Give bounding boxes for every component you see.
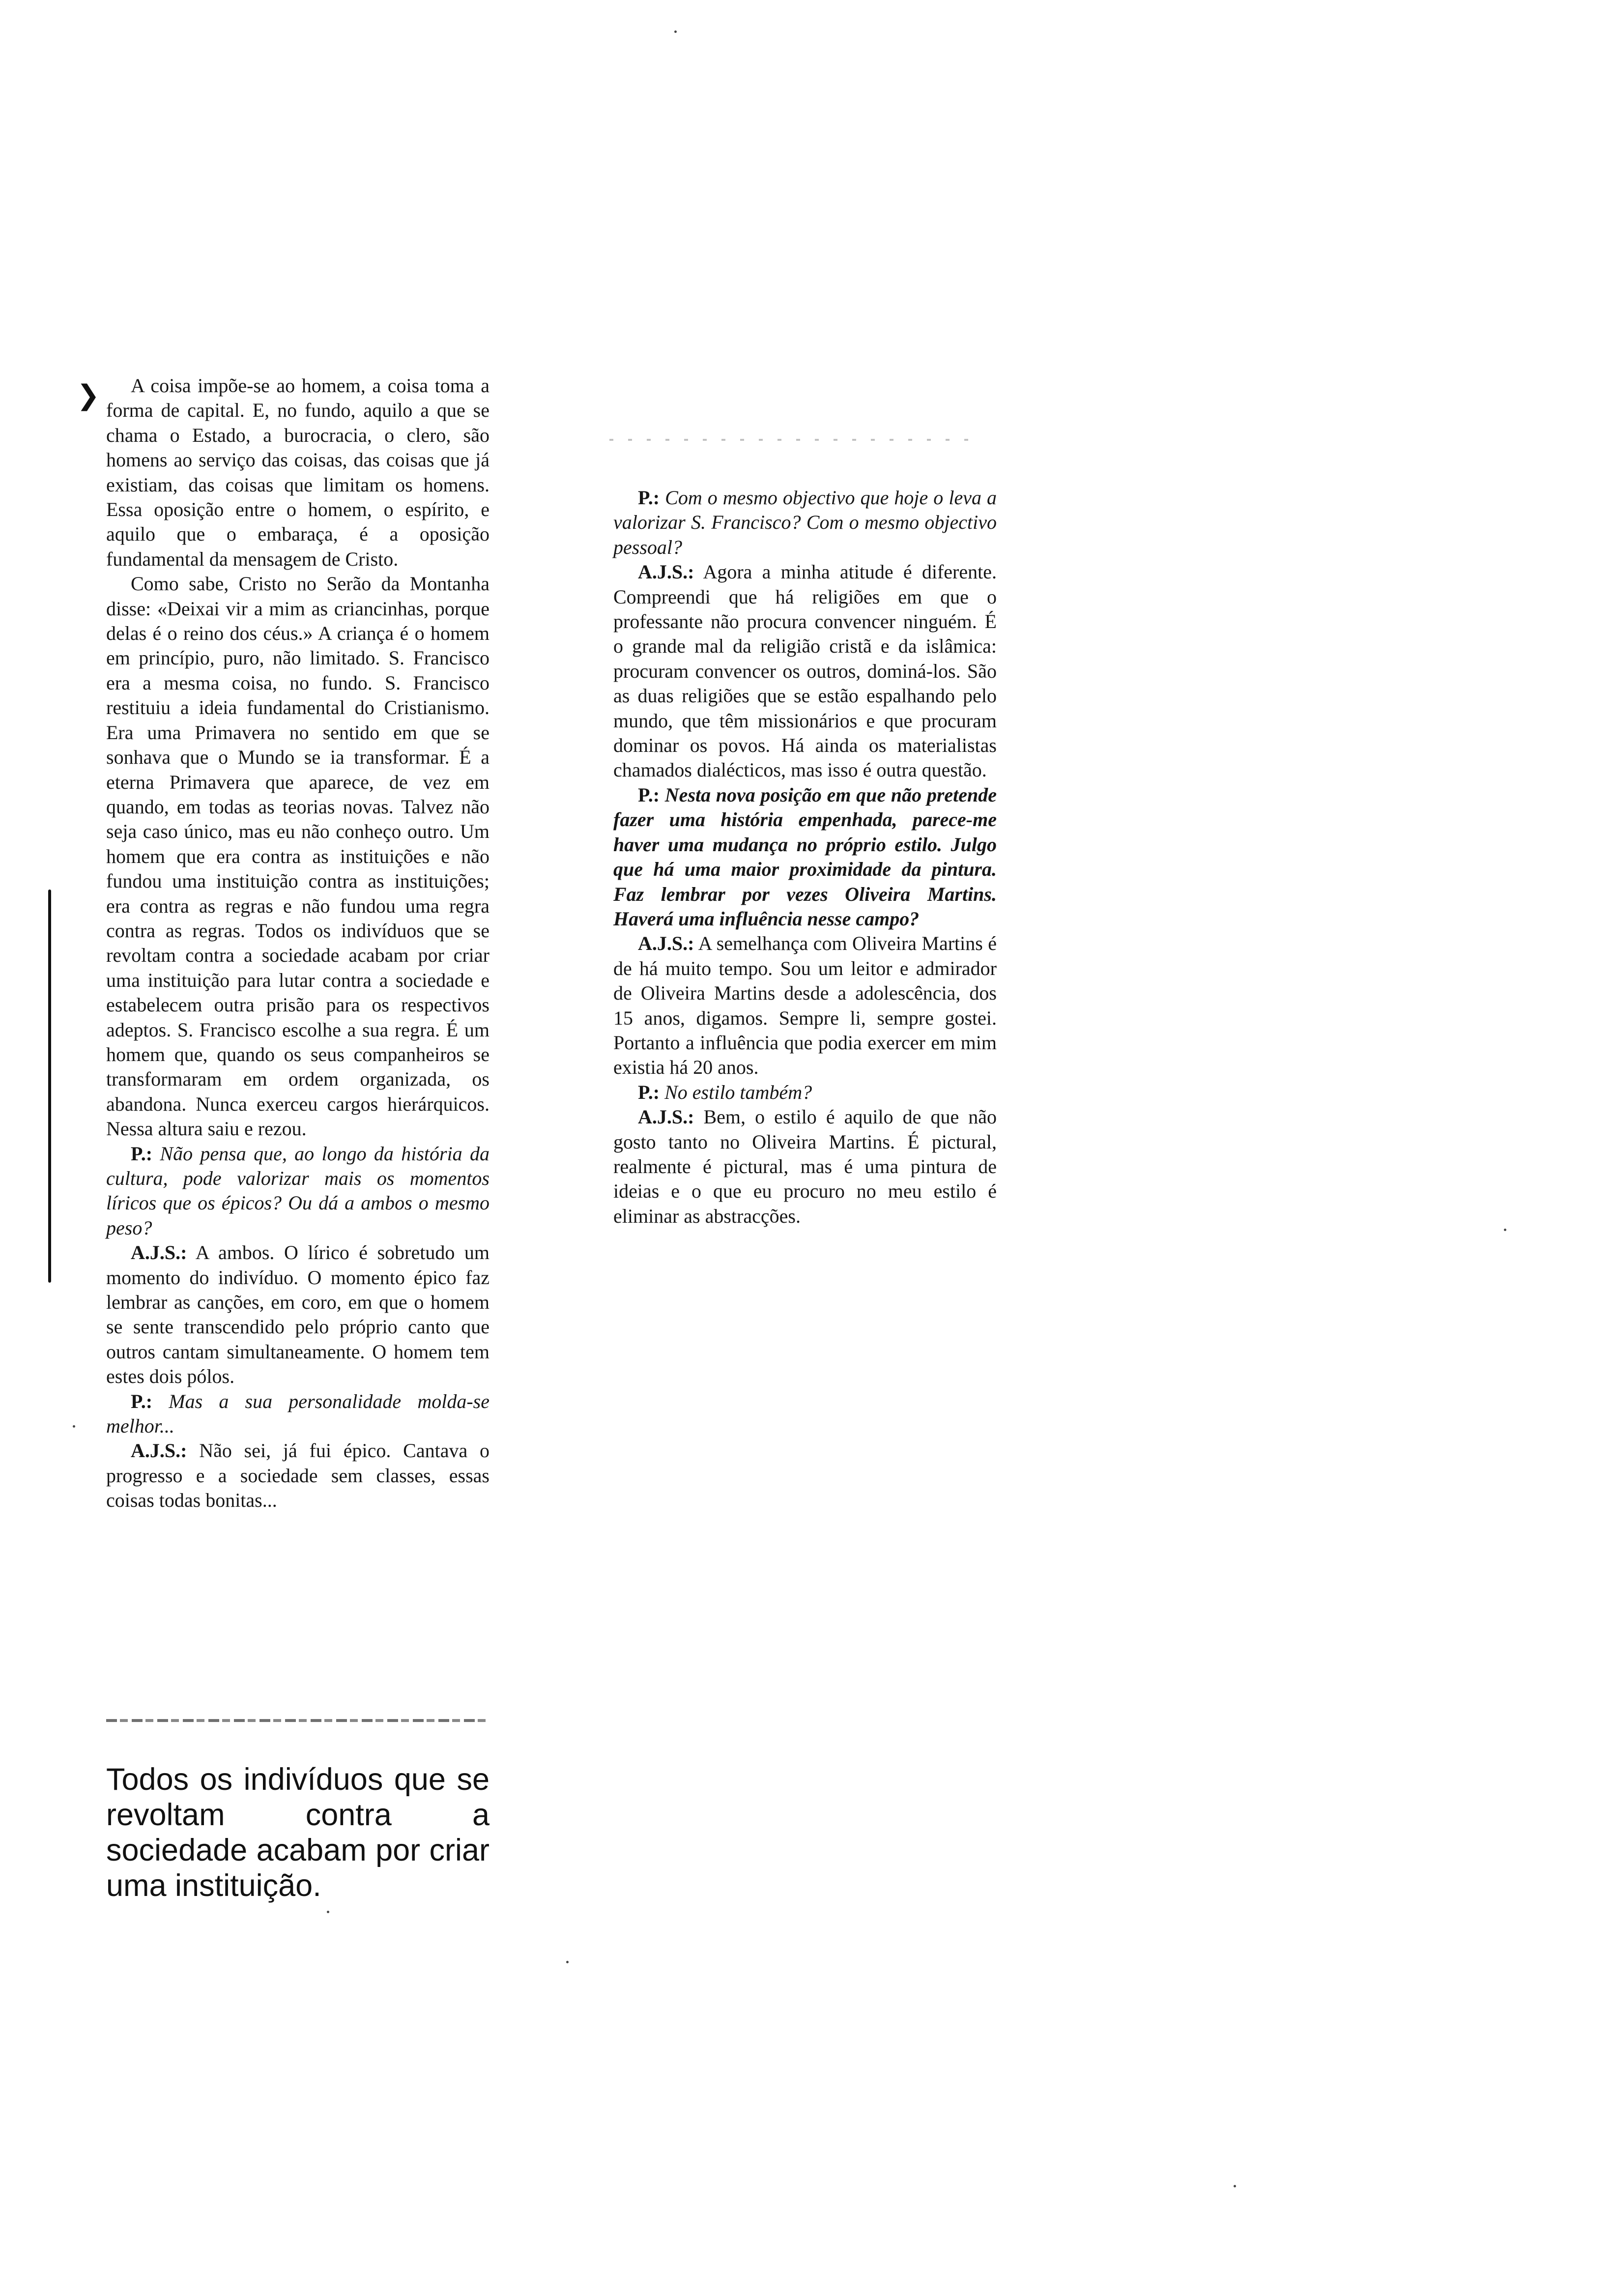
interview-answer [613, 560, 997, 783]
interview-question [106, 1389, 489, 1439]
answer-text: Não sei, já fui épico. Cantava o progresso e a sociedade sem classes, essas coisas todas bonitas... [106, 1439, 490, 1512]
interview-answer [106, 1438, 489, 1513]
interview-answer [613, 931, 997, 1080]
answer-text: Agora a minha atitude é diferente. Compreendi que há religiões em que o professante não procura convencer ninguém. É o grande mal da religião cristã e da islâmica: procuram convencer os outros, dominá-los. São as duas religiões que se estão espalhando pelo mundo, que têm missionários e que procuram dominar os povos. Há ainda os materialistas chamados dialécticos, mas isso é outra questão. [613, 561, 997, 781]
speaker-label: P.: [638, 487, 660, 509]
answer-text: Bem, o estilo é aquilo de que não gosto tanto no Oliveira Martins. É pictural, realmente é pictural, mas é uma pintura de ideias e o que eu procuro no meu estilo é eliminar as abstracções. [613, 1106, 997, 1227]
interview-question [106, 1142, 489, 1241]
question-text: Com o mesmo objectivo que hoje o leva a valorizar S. Francisco? Com o mesmo objectivo pessoal? [613, 487, 997, 558]
scan-speck [1504, 1229, 1506, 1231]
paragraph: Como sabe, Cristo no Serão da Montanha disse: «Deixai vir a mim as criancinhas, porque delas é o reino dos céus.» A criança é o homem em princípio, puro, não limitado. S. Francisco era a mesma coisa, no fundo. S. Francisco restituiu a ideia fundamental do Cristianismo. Era uma Primavera no sentido em que se sonhava que o Mundo se ia transformar. É a eterna Primavera que aparece, de vez em quando, em todas as teorias novas. Talvez não seja caso único, mas eu não conheço outro. Um homem que era contra as instituições e não fundou uma instituição contra as instituições; era contra as regras e não fundou uma regra contra as regras. Todos os indivíduos que se revoltam contra a sociedade acabam por criar uma instituição para lutar contra a sociedade e estabelecem outra prisão para os respectivos adeptos. S. Francisco escolhe a sua regra. É um homem que, quando os seus companheiros se transformaram em ordem organizada, os abandona. Nunca exerceu cargos hierárquicos. Nessa altura saiu e rezou. [106, 573, 489, 1140]
speaker-label: P.: [638, 783, 660, 806]
speaker-label: A.J.S.: [638, 561, 694, 583]
section-divider [106, 1719, 489, 1722]
pull-quote: Todos os indivíduos que se revoltam contra a sociedade acabam por criar uma instituição. [106, 1762, 489, 1903]
question-text: No estilo também? [664, 1081, 812, 1103]
interview-question [613, 486, 997, 560]
interview-question [613, 1080, 997, 1105]
scan-speck [566, 1961, 569, 1963]
speaker-label: P.: [131, 1142, 153, 1165]
question-text: Mas a sua personalidade molda-se melhor... [106, 1390, 489, 1437]
speaker-label: P.: [131, 1390, 153, 1412]
paragraph: A coisa impõe-se ao homem, a coisa toma a forma de capital. E, no fundo, aquilo a que se chama o Estado, a burocracia, o clero, são homens ao serviço das coisas, das coisas que já existiam, das coisas que limitam os homens. Essa oposição entre o homem, o espírito, e aquilo que o embaraça, é a oposição fundamental da mensagem de Cristo. [106, 374, 489, 570]
answer-text: A ambos. O lírico é sobretudo um momento do indivíduo. O momento épico faz lembrar as canções, em coro, em que o homem se sente transcendido pelo próprio canto que outros cantam simultaneamente. O homem tem estes dois pólos. [106, 1241, 489, 1388]
margin-bracket-mark: ❯ [77, 379, 100, 411]
interview-answer [613, 1105, 997, 1229]
question-text: Não pensa que, ao longo da história da cultura, pode valorizar mais os momentos líricos que os épicos? Ou dá a ambos o mesmo peso? [106, 1142, 490, 1239]
interview-question [613, 783, 997, 931]
speaker-label: A.J.S.: [638, 932, 694, 955]
scan-speck [674, 30, 677, 33]
speaker-label: A.J.S.: [638, 1106, 694, 1128]
speaker-label: A.J.S.: [131, 1439, 187, 1462]
question-text: Nesta nova posição em que não pretende fazer uma história empenhada, parece-me haver uma mudança no próprio estilo. Julgo que há uma maior proximidade da pintura. Faz lembrar por vezes Oliveira Martins. Haverá uma influência nesse campo? [613, 783, 997, 930]
speaker-label: P.: [638, 1081, 660, 1103]
answer-text: A semelhança com Oliveira Martins é de há muito tempo. Sou um leitor e admirador de Oliveira Martins desde a adolescência, dos 15 anos, digamos. Sempre li, sempre gostei. Portanto a influência que podia exercer em mim existia há 20 anos. [613, 932, 997, 1079]
right-text-column [613, 486, 997, 1229]
column-top-divider [609, 439, 983, 441]
interview-answer [106, 1240, 489, 1389]
scan-speck [327, 1911, 329, 1913]
speaker-label: A.J.S.: [131, 1241, 187, 1264]
left-text-column [106, 373, 489, 1513]
scan-speck [73, 1425, 75, 1428]
margin-vertical-line [48, 890, 51, 1283]
scan-speck [1234, 2185, 1236, 2187]
